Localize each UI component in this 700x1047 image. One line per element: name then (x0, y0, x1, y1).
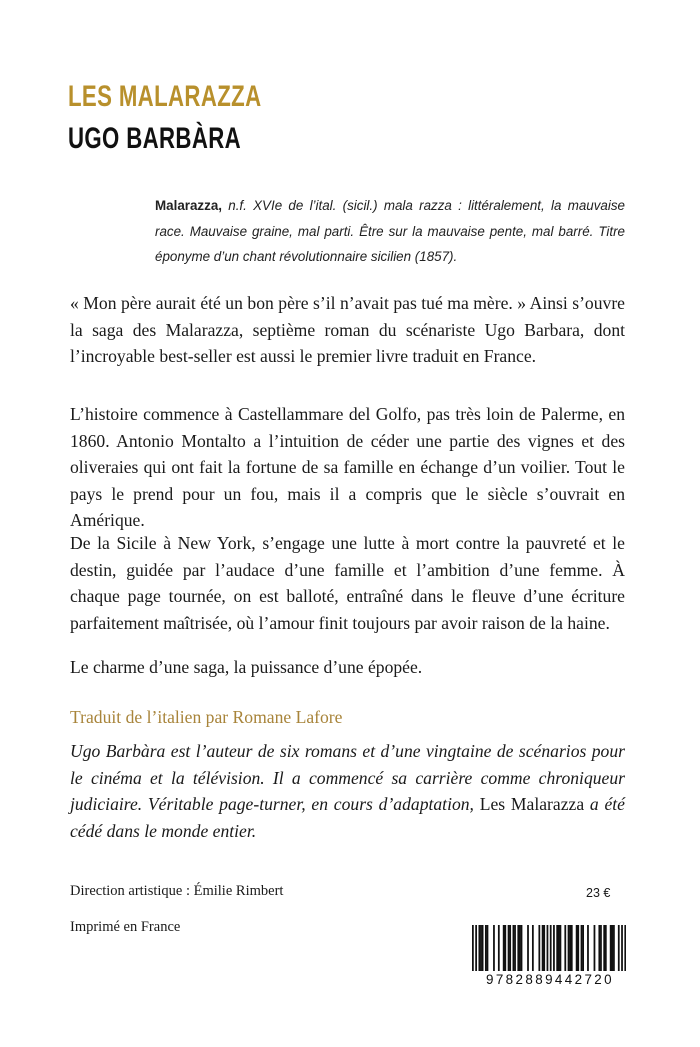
barcode-bar (493, 925, 495, 971)
barcode-bar (487, 925, 489, 971)
barcode-bar (527, 925, 529, 971)
series-title: LES MALARAZZA (68, 80, 262, 113)
barcode-bar (503, 925, 505, 971)
barcode-bar (611, 925, 613, 971)
barcode-bar (513, 925, 515, 971)
barcode-bar (475, 925, 477, 971)
translator-credit: Traduit de l’italien par Romane Lafore (70, 707, 343, 727)
barcode-bar (564, 925, 566, 971)
barcode-bar (550, 925, 552, 971)
author-bio-text-end: a été cédé dans le monde entier. (70, 794, 625, 841)
barcode-bar (480, 925, 482, 971)
blurb-paragraph-1: « Mon père aurait été un bon père s’il n’avait pas tué ma mère. » Ainsi s’ouvre la saga des Malarazza, septième roman du scénariste Ugo Barbara, dont l’incroyable best-seller est aussi le premier livre traduit en France. (70, 293, 625, 366)
blurb-paragraph-3: De la Sicile à New York, s’engage une lutte à mort contre la pauvreté et le destin, guidée par l’audace d’une famille et l’ambition d’une femme. À chaque page tournée, on est balloté, entraîné dans le fleuve d’une écriture parfaitement maîtrisée, où l’amour finit toujours par avoir raison de la haine. (70, 533, 625, 633)
barcode-bar (577, 925, 579, 971)
barcode-bar (538, 925, 540, 971)
barcode-bar (532, 925, 534, 971)
barcode-bar (558, 925, 560, 971)
barcode-bar (519, 925, 521, 971)
barcode-bar (610, 925, 612, 971)
barcode-bar (543, 925, 545, 971)
barcode-bar (509, 925, 511, 971)
barcode-bar (613, 925, 615, 971)
barcode-bar (485, 925, 487, 971)
barcode-bar (547, 925, 549, 971)
barcode-bar (621, 925, 623, 971)
blurb-paragraph-4: Le charme d’une saga, la puissance d’une épopée. (70, 657, 423, 677)
barcode-bar (472, 925, 474, 971)
barcode-bar (594, 925, 596, 971)
barcode-bar (587, 925, 589, 971)
barcode-bar (556, 925, 558, 971)
blurb-paragraph-2: L’histoire commence à Castellammare del Golfo, pas très loin de Palerme, en 1860. Antonio Montalto a l’intuition de céder une partie des vignes et des oliveraies qui ont fait la fortune de sa famille en échange d’un voilier. Tout le pays le prend pour un fou, mais il a compris que le siècle s’ouvrait en Amérique. (70, 404, 625, 530)
isbn-number: 9782889442720 (485, 972, 614, 987)
printed-in: Imprimé en France (70, 919, 181, 935)
author-bio-text: Ugo Barbàra est l’auteur de six romans et d’une vingtaine de scénarios pour le cinéma et la télévision. Il a commencé sa carrière comme chroniqueur judiciaire. Véritable page-turner, en cours d’adaptation, (70, 741, 625, 814)
barcode-bar (508, 925, 510, 971)
barcode-bar (569, 925, 571, 971)
barcode-bar (581, 925, 583, 971)
barcode-bar (582, 925, 584, 971)
definition-term: Malarazza, (155, 198, 222, 213)
barcode-bar (514, 925, 516, 971)
barcode-bar (605, 925, 607, 971)
barcode-bar (624, 925, 626, 971)
barcode-bar (568, 925, 570, 971)
definition-text: n.f. XVIe de l’ital. (sicil.) mala razza : littéralement, la mauvaise race. Mauvaise graine, mal parti. Être sur la mauvaise pente, mal barré. Titre éponyme d’un chant révolutionnaire sicilien (1857). (155, 198, 625, 264)
art-direction-credit: Direction artistique : Émilie Rimbert (70, 883, 284, 899)
price: 23 € (586, 886, 611, 900)
barcode-bar (553, 925, 555, 971)
barcode-bar (521, 925, 523, 971)
barcode-bar (482, 925, 484, 971)
barcode-bar (498, 925, 500, 971)
barcode-bar (517, 925, 519, 971)
barcode-bars (472, 925, 626, 971)
definition-block (155, 193, 625, 270)
barcode-bar (571, 925, 573, 971)
author-name: UGO BARBÀRA (68, 122, 242, 155)
barcode-bar (504, 925, 506, 971)
barcode-bar (542, 925, 544, 971)
author-bio-book-title: Les Malarazza (479, 794, 585, 814)
barcode-bar (603, 925, 605, 971)
barcode-bar (618, 925, 620, 971)
barcode-bar (598, 925, 600, 971)
barcode-bar (600, 925, 602, 971)
author-bio (70, 738, 625, 844)
barcode-bar (478, 925, 480, 971)
barcode-bar (560, 925, 562, 971)
barcode-bar (576, 925, 578, 971)
